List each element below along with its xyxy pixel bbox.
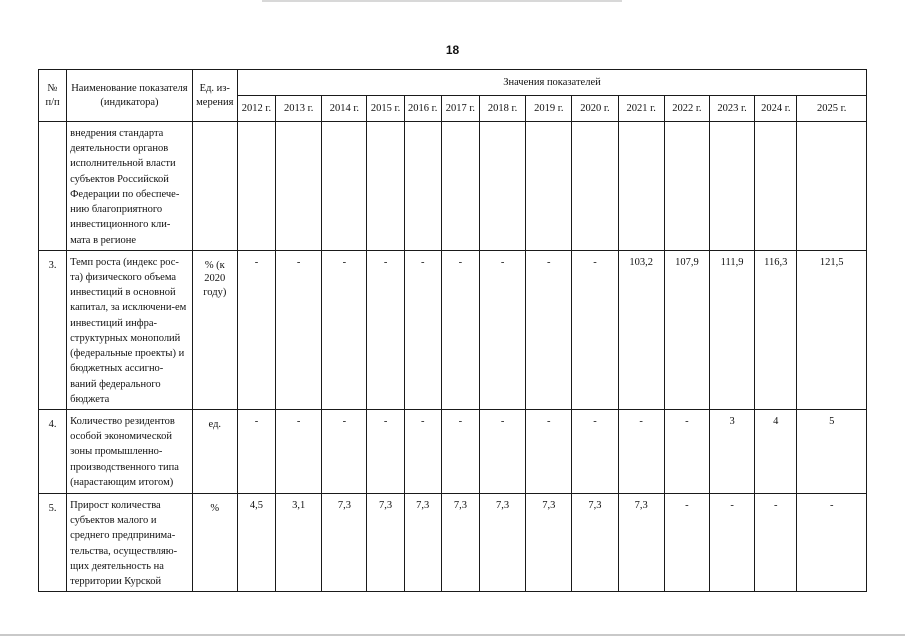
header-year: 2022 г. [664,96,709,122]
row-unit: ед. [192,409,237,493]
scan-edge-top [262,0,622,2]
row-value [441,122,479,251]
row-value: - [797,493,867,591]
row-value [526,122,572,251]
row-num: 4. [39,409,67,493]
header-year: 2025 г. [797,96,867,122]
row-value: - [237,250,275,409]
row-value [276,122,322,251]
row-value: 7,3 [404,493,441,591]
row-unit: % [192,493,237,591]
row-value: - [526,409,572,493]
row-value: - [572,250,618,409]
row-value: 4 [755,409,797,493]
scan-edge-bottom [0,634,905,636]
row-value [367,122,404,251]
row-value [797,122,867,251]
table-row [39,409,867,493]
row-value: - [237,409,275,493]
row-indicator-name: Темп роста (индекс рос-та) физического объема инвестиций в основной капитал, за исключени-ем инвестиций инфра-структурных монополий (федеральные проекты) и бюджетных ассигно-ваний федерального бюджета [67,250,193,409]
row-value: 7,3 [572,493,618,591]
row-value: 103,2 [618,250,664,409]
row-value: - [322,250,367,409]
row-value [237,122,275,251]
row-num: 5. [39,493,67,591]
row-value: - [618,409,664,493]
row-value: - [479,250,525,409]
row-value: - [367,409,404,493]
table-row [39,250,867,409]
row-value: 121,5 [797,250,867,409]
row-value: 7,3 [526,493,572,591]
row-value: - [276,250,322,409]
row-value: 5 [797,409,867,493]
row-value: 116,3 [755,250,797,409]
header-year: 2017 г. [441,96,479,122]
row-num [39,122,67,251]
row-indicator-name: Количество резидентов особой экономической зоны промышленно-производственного типа (нарастающим итогом) [67,409,193,493]
row-value: 4,5 [237,493,275,591]
header-year: 2019 г. [526,96,572,122]
row-value: 111,9 [709,250,754,409]
header-year: 2012 г. [237,96,275,122]
header-num: № п/п [39,70,67,122]
row-unit: % (к 2020 году) [192,250,237,409]
header-year: 2016 г. [404,96,441,122]
row-value [572,122,618,251]
row-value: 3 [709,409,754,493]
header-name: Наименование показателя (индикатора) [67,70,193,122]
indicators-table [38,69,867,592]
row-value: - [755,493,797,591]
row-value: 7,3 [367,493,404,591]
row-indicator-name: Прирост количества субъектов малого и среднего предпринима-тельства, осуществляю-щих деятельность на территории Курской [67,493,193,591]
row-value: 7,3 [322,493,367,591]
header-year: 2023 г. [709,96,754,122]
row-value: - [479,409,525,493]
table-row [39,493,867,591]
row-value: - [322,409,367,493]
row-value: 7,3 [479,493,525,591]
header-year: 2024 г. [755,96,797,122]
row-value: - [709,493,754,591]
row-value: - [404,250,441,409]
row-value: - [572,409,618,493]
row-value: - [526,250,572,409]
header-values-group: Значения показателей [237,70,866,96]
header-unit: Ед. из-мерения [192,70,237,122]
row-value [755,122,797,251]
row-value: 7,3 [618,493,664,591]
row-value [322,122,367,251]
page-number: 18 [445,43,460,57]
row-value [479,122,525,251]
row-value: - [276,409,322,493]
row-value: 3,1 [276,493,322,591]
header-year: 2018 г. [479,96,525,122]
header-year: 2013 г. [276,96,322,122]
table-row [39,122,867,251]
row-value: 7,3 [441,493,479,591]
row-value [709,122,754,251]
row-value: 107,9 [664,250,709,409]
row-value: - [441,250,479,409]
row-value [618,122,664,251]
row-value: - [664,409,709,493]
row-indicator-name: внедрения стандарта деятельности органов исполнительной власти субъектов Российской Федерации по обеспече-нию благоприятного инвестиционного кли-мата в регионе [67,122,193,251]
row-num: 3. [39,250,67,409]
row-value: - [441,409,479,493]
row-value: - [367,250,404,409]
header-year: 2020 г. [572,96,618,122]
header-year: 2014 г. [322,96,367,122]
row-unit [192,122,237,251]
row-value [404,122,441,251]
header-year: 2021 г. [618,96,664,122]
row-value [664,122,709,251]
header-year: 2015 г. [367,96,404,122]
header-row-top [39,70,867,96]
row-value: - [404,409,441,493]
row-value: - [664,493,709,591]
